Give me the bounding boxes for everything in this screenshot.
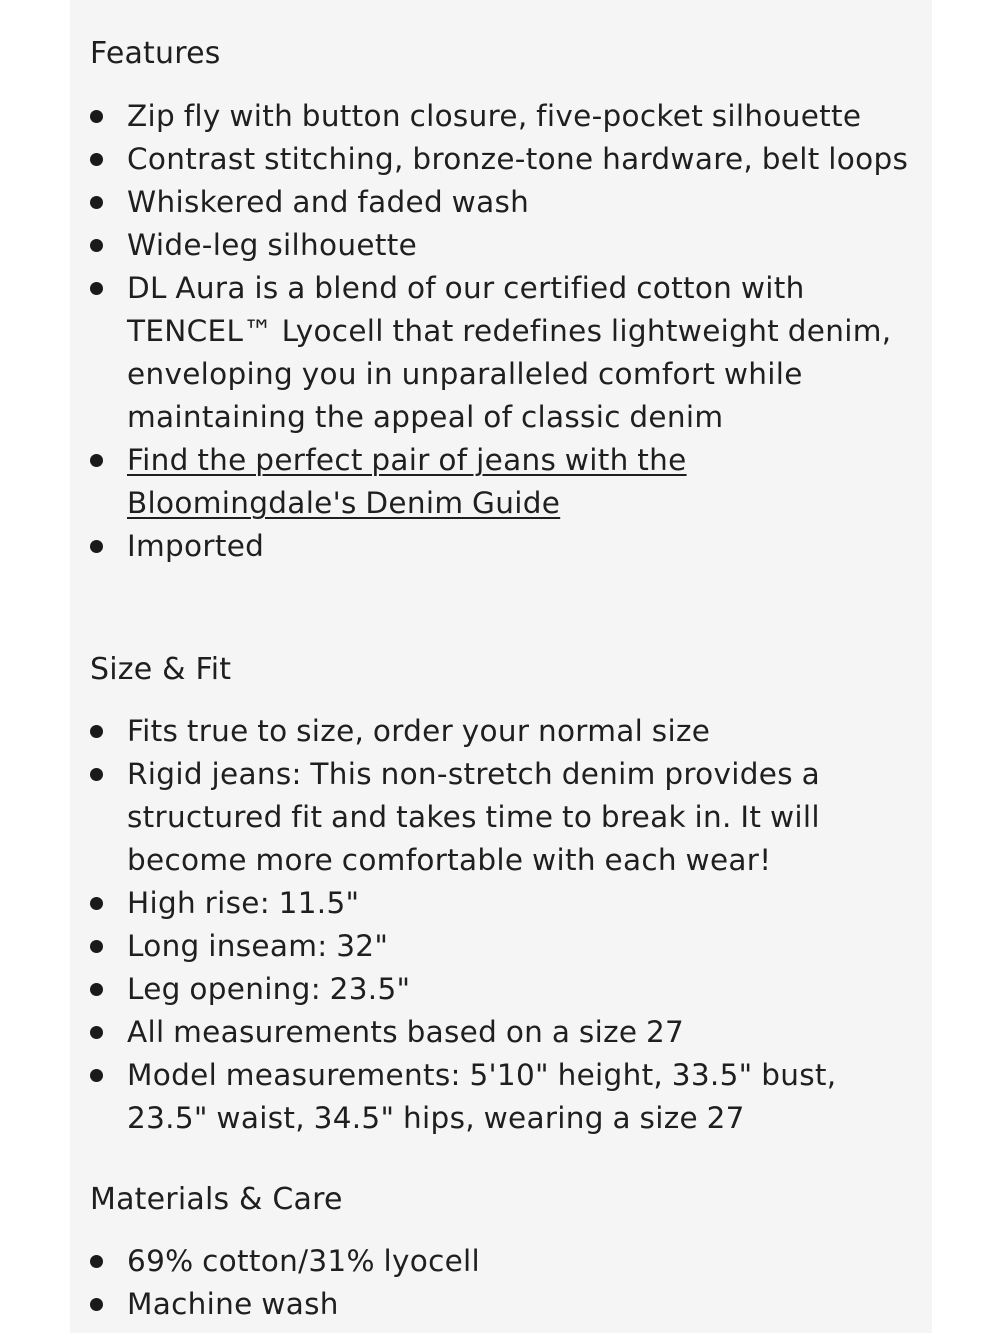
bullet-icon [90,454,103,467]
bullet-icon [90,153,103,166]
features-list [70,95,912,568]
bullet-icon [90,196,103,209]
materials-care-list [70,1240,912,1326]
size-fit-text: Model measurements: 5'10" height, 33.5" bust, 23.5" waist, 34.5" hips, wearing a size 27 [127,1058,837,1135]
list-item [70,224,912,267]
list-item [70,95,912,138]
list-item [70,1054,912,1140]
denim-guide-link[interactable]: Find the perfect pair of jeans with the Bloomingdale's Denim Guide [127,443,687,520]
bullet-icon [90,110,103,123]
feature-text: Wide-leg silhouette [127,228,418,262]
bullet-icon [90,940,103,953]
size-fit-heading: Size & Fit [90,652,232,687]
materials-care-heading: Materials & Care [90,1182,343,1217]
bullet-icon [90,282,103,295]
size-fit-text: Long inseam: 32" [127,929,389,963]
feature-text: Zip fly with button closure, five-pocket silhouette [127,99,862,133]
bullet-icon [90,725,103,738]
size-fit-text: Fits true to size, order your normal size [127,714,711,748]
feature-text: Contrast stitching, bronze-tone hardware, belt loops [127,142,909,176]
bullet-icon [90,1298,103,1311]
list-item [70,267,912,439]
materials-care-text: Machine wash [127,1287,339,1321]
list-item [70,925,912,968]
features-heading: Features [90,36,221,71]
size-fit-text: Leg opening: 23.5" [127,972,411,1006]
bullet-icon [90,1026,103,1039]
size-fit-text: High rise: 11.5" [127,886,360,920]
bullet-icon [90,540,103,553]
materials-care-text: 69% cotton/31% lyocell [127,1244,481,1278]
bullet-icon [90,239,103,252]
list-item [70,710,912,753]
feature-text: Whiskered and faded wash [127,185,530,219]
bullet-icon [90,1069,103,1082]
size-fit-text: All measurements based on a size 27 [127,1015,685,1049]
list-item [70,439,912,525]
list-item [70,1011,912,1054]
size-fit-text: Rigid jeans: This non-stretch denim provides a structured fit and takes time to break in. It will become more comfortable with each wear! [127,757,820,877]
list-item [70,525,912,568]
bullet-icon [90,897,103,910]
list-item [70,1283,912,1326]
list-item [70,968,912,1011]
feature-text: Imported [127,529,265,563]
list-item [70,181,912,224]
list-item [70,882,912,925]
size-fit-list [70,710,912,1140]
feature-text: DL Aura is a blend of our certified cotton with TENCEL™ Lyocell that redefines lightweight denim, enveloping you in unparalleled comfort while maintaining the appeal of classic denim [127,271,892,434]
bullet-icon [90,1255,103,1268]
product-details-panel [70,0,932,1333]
bullet-icon [90,983,103,996]
bullet-icon [90,768,103,781]
list-item [70,138,912,181]
list-item [70,753,912,882]
list-item [70,1240,912,1283]
